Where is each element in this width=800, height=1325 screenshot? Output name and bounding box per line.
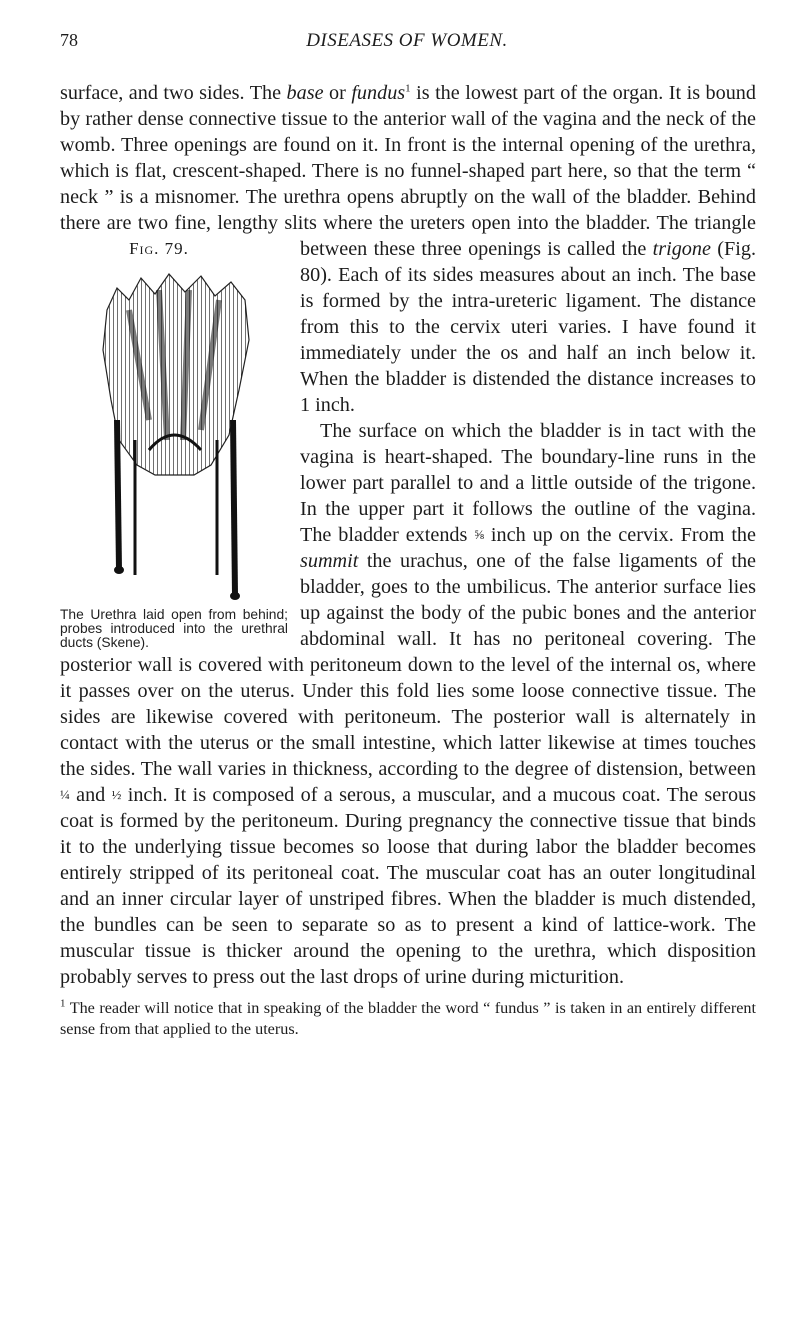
figure-label: Fig. 79.	[129, 239, 189, 258]
page-body	[60, 80, 756, 1040]
term-base: base	[286, 82, 324, 104]
fraction: ¼	[60, 787, 70, 802]
fraction: ⅝	[474, 527, 485, 542]
page-header	[60, 30, 754, 51]
term-summit: summit	[300, 550, 359, 572]
footnote-separator	[60, 990, 756, 998]
footnote-mark: 1	[60, 997, 66, 1010]
urethra-illustration	[89, 270, 259, 600]
page-number: 78	[60, 30, 78, 50]
footnote: $^1$ The reader will notice that in speaking of the bladder the word “ fundus ” is taken in an entirely different sense from that applied to the uterus.	[60, 997, 756, 1038]
term-fundus: fundus	[351, 82, 406, 104]
figure-79	[60, 236, 288, 650]
fraction: ½	[111, 787, 122, 802]
paragraph-1: surface, and two sides. The base or fundus$^1$ is the lowest part of the organ. It is bound by rather dense connective tissue to the anterior wall of the vagina and the neck of the womb. Three openings are found on it. In front is the internal opening of the urethra, which is flat, crescent-shaped. There is no funnel-shaped part here, so that the term “ neck ” is a misnomer. The urethra opens abruptly on the wall of the bladder. Behind there are two fine, lengthy slits where the ureters open into the bladder. The triangle between these three openings is called the Fig. 79. The Urethra laid open from behind; probes introduced into the urethral ducts (Skene). trigone (Fig. 80). Each of its sides measures about an inch. The base is formed by the intra-ureteric ligament. The distance from this to the cervix uteri varies. I have found it immediately under the os and half an inch below it. When the bladder is distended the distance increases to 1 inch.	[60, 82, 757, 650]
figure-caption: The Urethra laid open from behind; probes introduced into the urethral ducts (Skene).	[60, 607, 288, 650]
running-title: DISEASES OF WOMEN.	[306, 30, 508, 51]
footnote-reference[interactable]: 1	[405, 82, 411, 95]
term-trigone: trigone	[652, 238, 711, 260]
paragraph-2: The surface on which the bladder is in tact with the vagina is heart-shaped. The boundary-line runs in the lower part parallel to and a little outside of the trigone. In the upper part it follows the outline of the vagina. The bladder extends ⅝ inch up on the cervix. From the summit the urachus, one of the false ligaments of the bladder, goes to the umbilicus. The anterior surface lies up against the body of the pubic bones and the anterior abdominal wall. It has no peritoneal covering. The posterior wall is covered with peritoneum down to the level of the internal os, where it passes over on the uterus. Under this fold lies some loose connective tissue. The sides are likewise covered with peritoneum. The posterior wall is alternately in contact with the uterus or the small intestine, which latter likewise at times touches the sides. The wall varies in thickness, according to the degree of distension, between ¼ and ½ inch. It is composed of a serous, a muscular, and a mucous coat. The serous coat is formed by the peritoneum. During pregnancy the connective tissue that binds it to the underlying tissue becomes so loose that during labor the bladder becomes entirely stripped of its peritoneal coat. The muscular coat has an outer longitudinal and an inner circular layer of unstriped fibres. When the bladder is much distended, the bundles can be seen to separate so as to present a kind of lattice-work. The muscular tissue is thicker around the opening to the urethra, which disposition probably serves to press out the last drops of urine during micturition.	[60, 420, 756, 988]
